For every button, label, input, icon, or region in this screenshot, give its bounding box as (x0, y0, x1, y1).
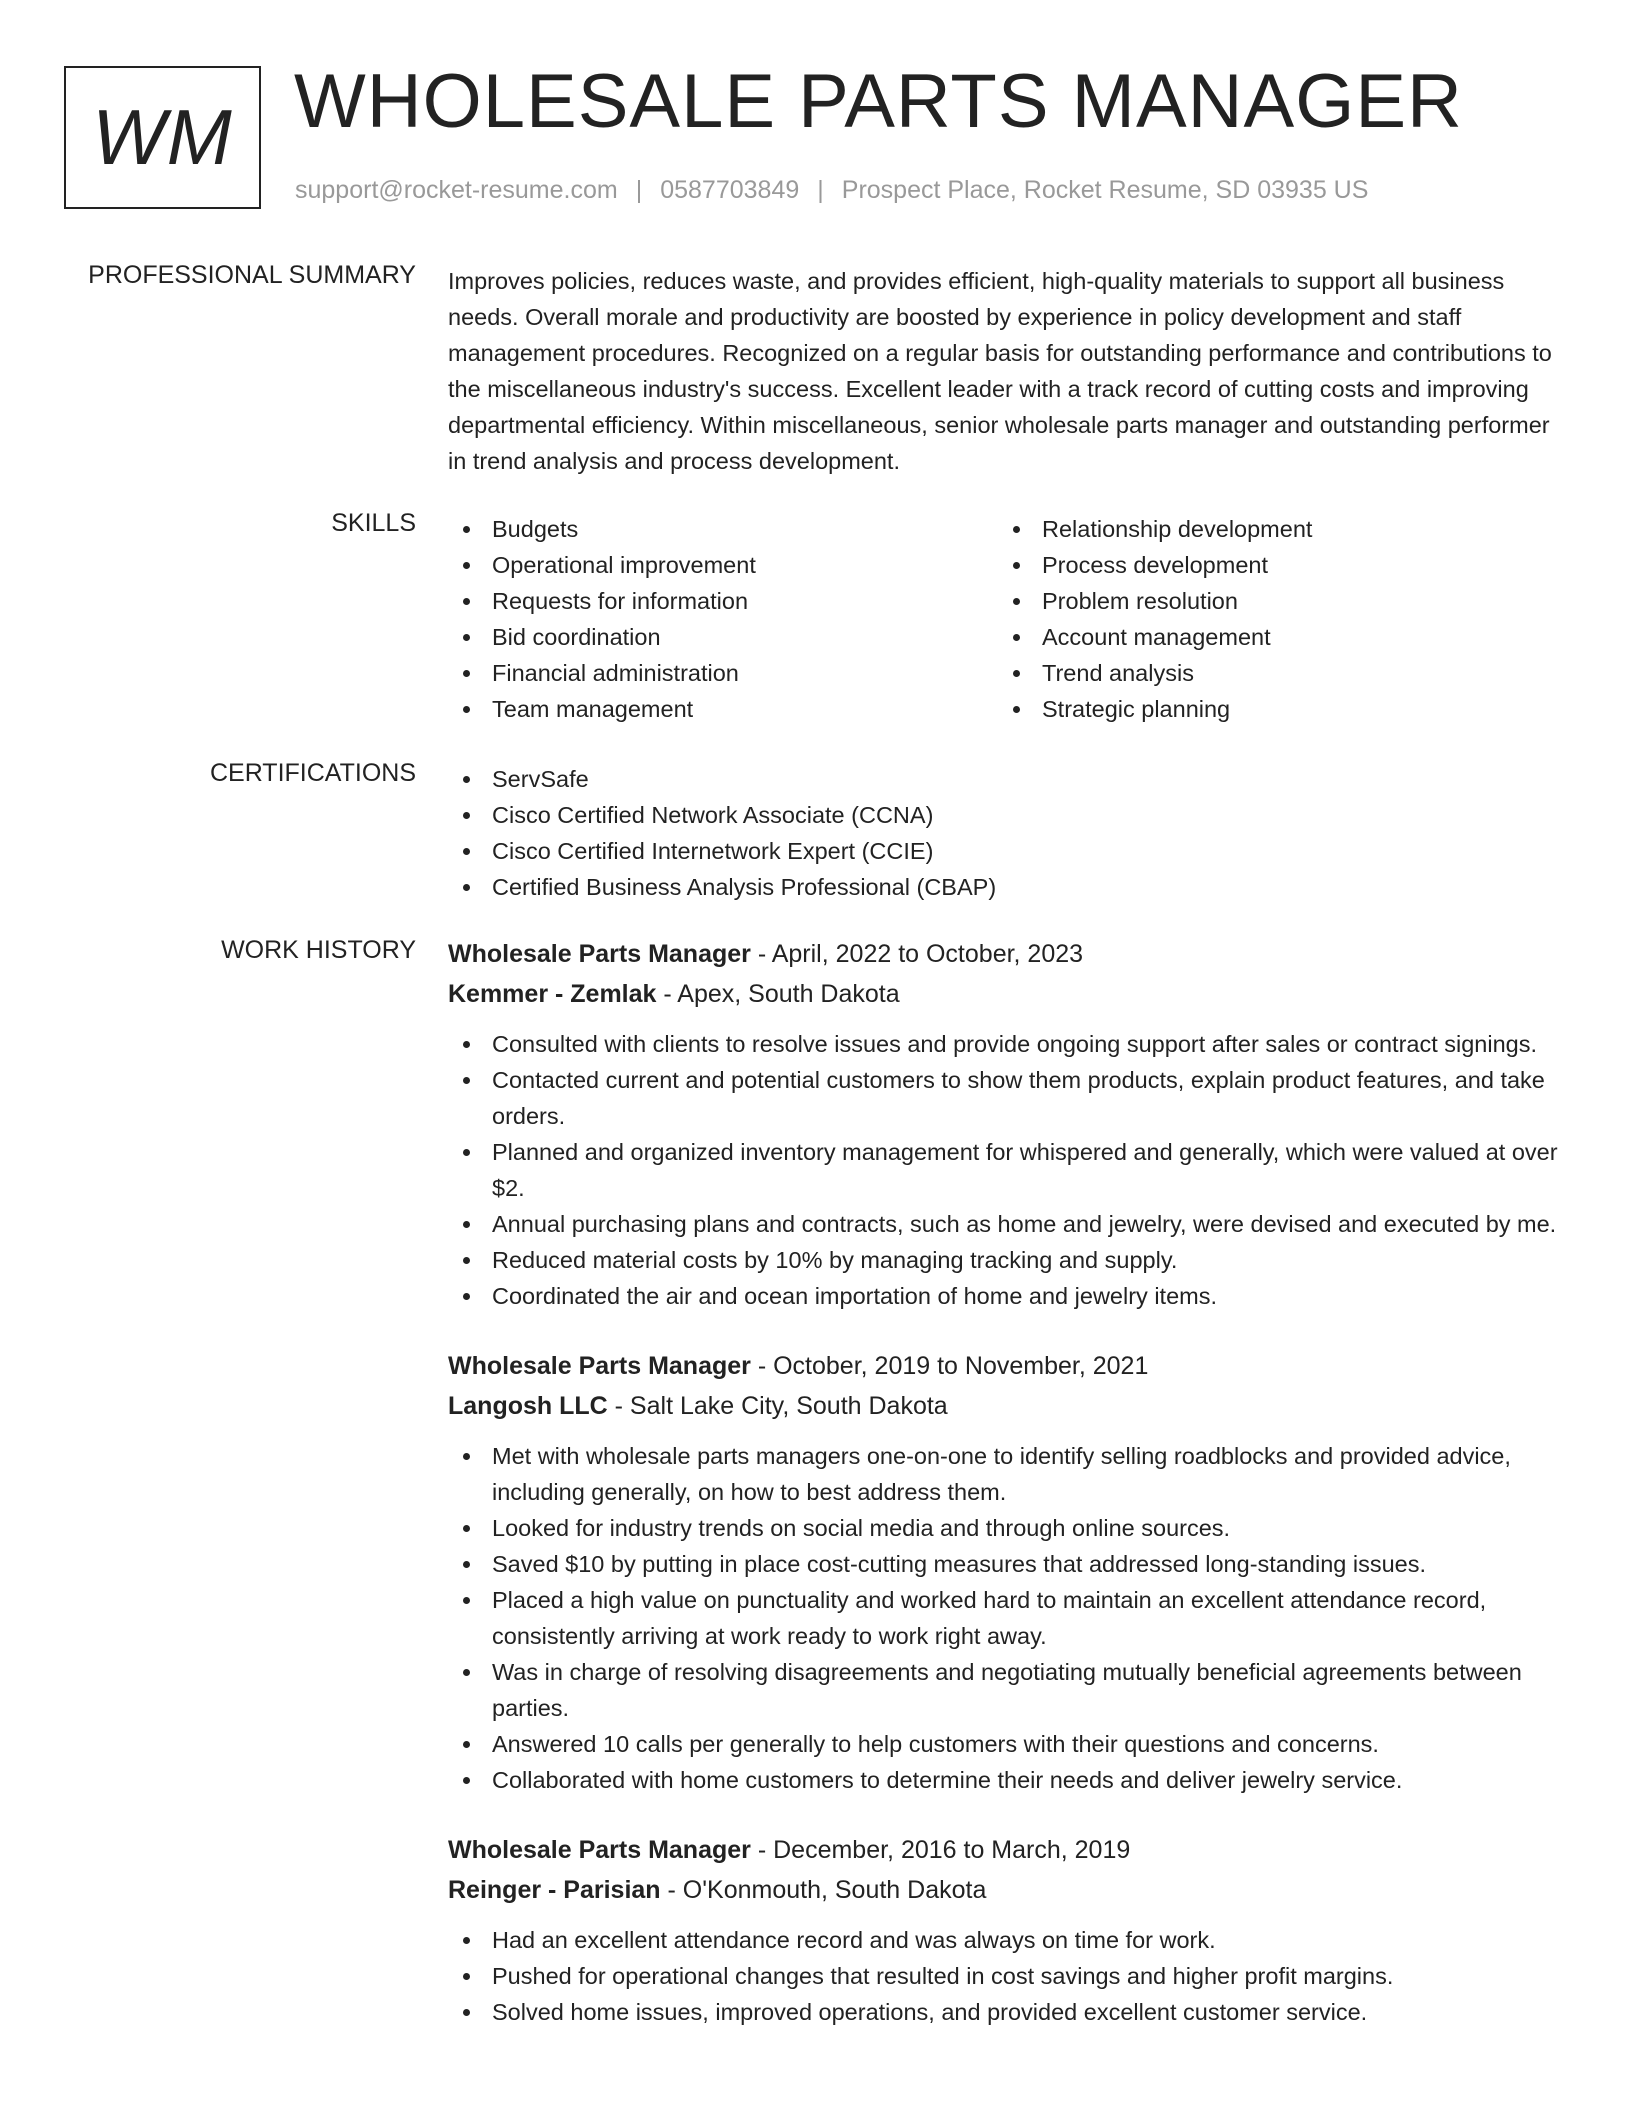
skill-item: Trend analysis (998, 655, 1548, 691)
skill-item: Team management (448, 691, 998, 727)
work-history-body (448, 934, 1568, 2062)
job-bullets (448, 1026, 1568, 1314)
summary-heading: PROFESSIONAL SUMMARY (88, 261, 416, 289)
work-history-heading: WORK HISTORY (221, 936, 416, 964)
job-bullet: Coordinated the air and ocean importation of home and jewelry items. (448, 1278, 1568, 1314)
job-bullets (448, 1438, 1568, 1798)
skills-list-left (448, 511, 998, 727)
job-entry (448, 1346, 1568, 1798)
job-bullets (448, 1922, 1568, 2030)
job-bullet: Had an excellent attendance record and was always on time for work. (448, 1922, 1568, 1958)
skill-item: Operational improvement (448, 547, 998, 583)
skills-list-right (998, 511, 1548, 727)
skill-item: Requests for information (448, 583, 998, 619)
summary-text: Improves policies, reduces waste, and provides efficient, high-quality materials to support all business needs. Overall morale and productivity are boosted by experience in policy development and staff management procedures. Recognized on a regular basis for outstanding performance and contributions to the miscellaneous industry's success. Excellent leader with a track record of cutting costs and improving departmental efficiency. Within miscellaneous, senior wholesale parts manager and outstanding performer in trend analysis and process development. (448, 268, 1552, 474)
skill-item: Problem resolution (998, 583, 1548, 619)
certifications-body (448, 761, 1568, 905)
job-company: Langosh LLC (448, 1392, 608, 1420)
skill-item: Strategic planning (998, 691, 1548, 727)
job-bullet: Annual purchasing plans and contracts, such as home and jewelry, were devised and executed by me. (448, 1206, 1568, 1242)
contact-address: Prospect Place, Rocket Resume, SD 03935 US (841, 176, 1369, 204)
job-company-line (448, 974, 1568, 1014)
job-bullet: Looked for industry trends on social media and through online sources. (448, 1510, 1568, 1546)
job-company-line (448, 1386, 1568, 1426)
job-title-line (448, 1346, 1568, 1386)
skills-heading: SKILLS (331, 509, 416, 537)
job-bullet: Answered 10 calls per generally to help customers with their questions and concerns. (448, 1726, 1568, 1762)
job-bullet: Was in charge of resolving disagreements and negotiating mutually beneficial agreements between parties. (448, 1654, 1568, 1726)
job-title: Wholesale Parts Manager (448, 1352, 751, 1380)
job-location: - Salt Lake City, South Dakota (607, 1392, 948, 1420)
job-title: Wholesale Parts Manager (448, 940, 751, 968)
job-title-line (448, 1830, 1568, 1870)
monogram-text: WM (92, 93, 233, 181)
certification-item: Certified Business Analysis Professional (CBAP) (448, 869, 1568, 905)
resume-title: WHOLESALE PARTS MANAGER (294, 59, 1463, 144)
job-bullet: Planned and organized inventory management for whispered and generally, which were valued at over $2. (448, 1134, 1568, 1206)
skill-item: Bid coordination (448, 619, 998, 655)
job-title-line (448, 934, 1568, 974)
job-entry (448, 1830, 1568, 2030)
contact-phone: 0587703849 (660, 176, 800, 204)
job-company-line (448, 1870, 1568, 1910)
skill-item: Process development (998, 547, 1548, 583)
contact-line (295, 176, 1368, 205)
job-bullet: Solved home issues, improved operations, and provided excellent customer service. (448, 1994, 1568, 2030)
monogram-logo (64, 66, 261, 209)
job-dates: - December, 2016 to March, 2019 (750, 1836, 1131, 1864)
job-bullet: Placed a high value on punctuality and worked hard to maintain an excellent attendance record, consistently arriving at work ready to work right away. (448, 1582, 1568, 1654)
skills-body (448, 511, 1568, 727)
job-bullet: Contacted current and potential customers to show them products, explain product features, and take orders. (448, 1062, 1568, 1134)
job-dates: - October, 2019 to November, 2021 (750, 1352, 1149, 1380)
skill-item: Account management (998, 619, 1548, 655)
job-bullet: Consulted with clients to resolve issues and provide ongoing support after sales or contract signings. (448, 1026, 1568, 1062)
certifications-heading: CERTIFICATIONS (209, 759, 416, 787)
skills-grid (448, 511, 1568, 727)
job-bullet: Reduced material costs by 10% by managing tracking and supply. (448, 1242, 1568, 1278)
job-dates: - April, 2022 to October, 2023 (750, 940, 1084, 968)
contact-separator: | (817, 176, 824, 204)
skill-item: Budgets (448, 511, 998, 547)
skill-item: Relationship development (998, 511, 1548, 547)
contact-separator: | (635, 176, 643, 204)
certification-item: Cisco Certified Network Associate (CCNA) (448, 797, 1568, 833)
certification-item: Cisco Certified Internetwork Expert (CCIE) (448, 833, 1568, 869)
job-location: - Apex, South Dakota (656, 980, 900, 1008)
job-bullet: Saved $10 by putting in place cost-cutting measures that addressed long-standing issues. (448, 1546, 1568, 1582)
job-company: Kemmer - Zemlak (448, 980, 657, 1008)
job-bullet: Collaborated with home customers to determine their needs and deliver jewelry service. (448, 1762, 1568, 1798)
job-company: Reinger - Parisian (448, 1876, 661, 1904)
job-bullet: Pushed for operational changes that resulted in cost savings and higher profit margins. (448, 1958, 1568, 1994)
job-bullet: Met with wholesale parts managers one-on-one to identify selling roadblocks and provided advice, including generally, on how to best address them. (448, 1438, 1568, 1510)
contact-email: support@rocket-resume.com (295, 176, 618, 204)
skill-item: Financial administration (448, 655, 998, 691)
certification-item: ServSafe (448, 761, 1568, 797)
job-title: Wholesale Parts Manager (448, 1836, 751, 1864)
certifications-list (448, 761, 1568, 905)
job-location: - O'Konmouth, South Dakota (660, 1876, 987, 1904)
job-entry (448, 934, 1568, 1314)
